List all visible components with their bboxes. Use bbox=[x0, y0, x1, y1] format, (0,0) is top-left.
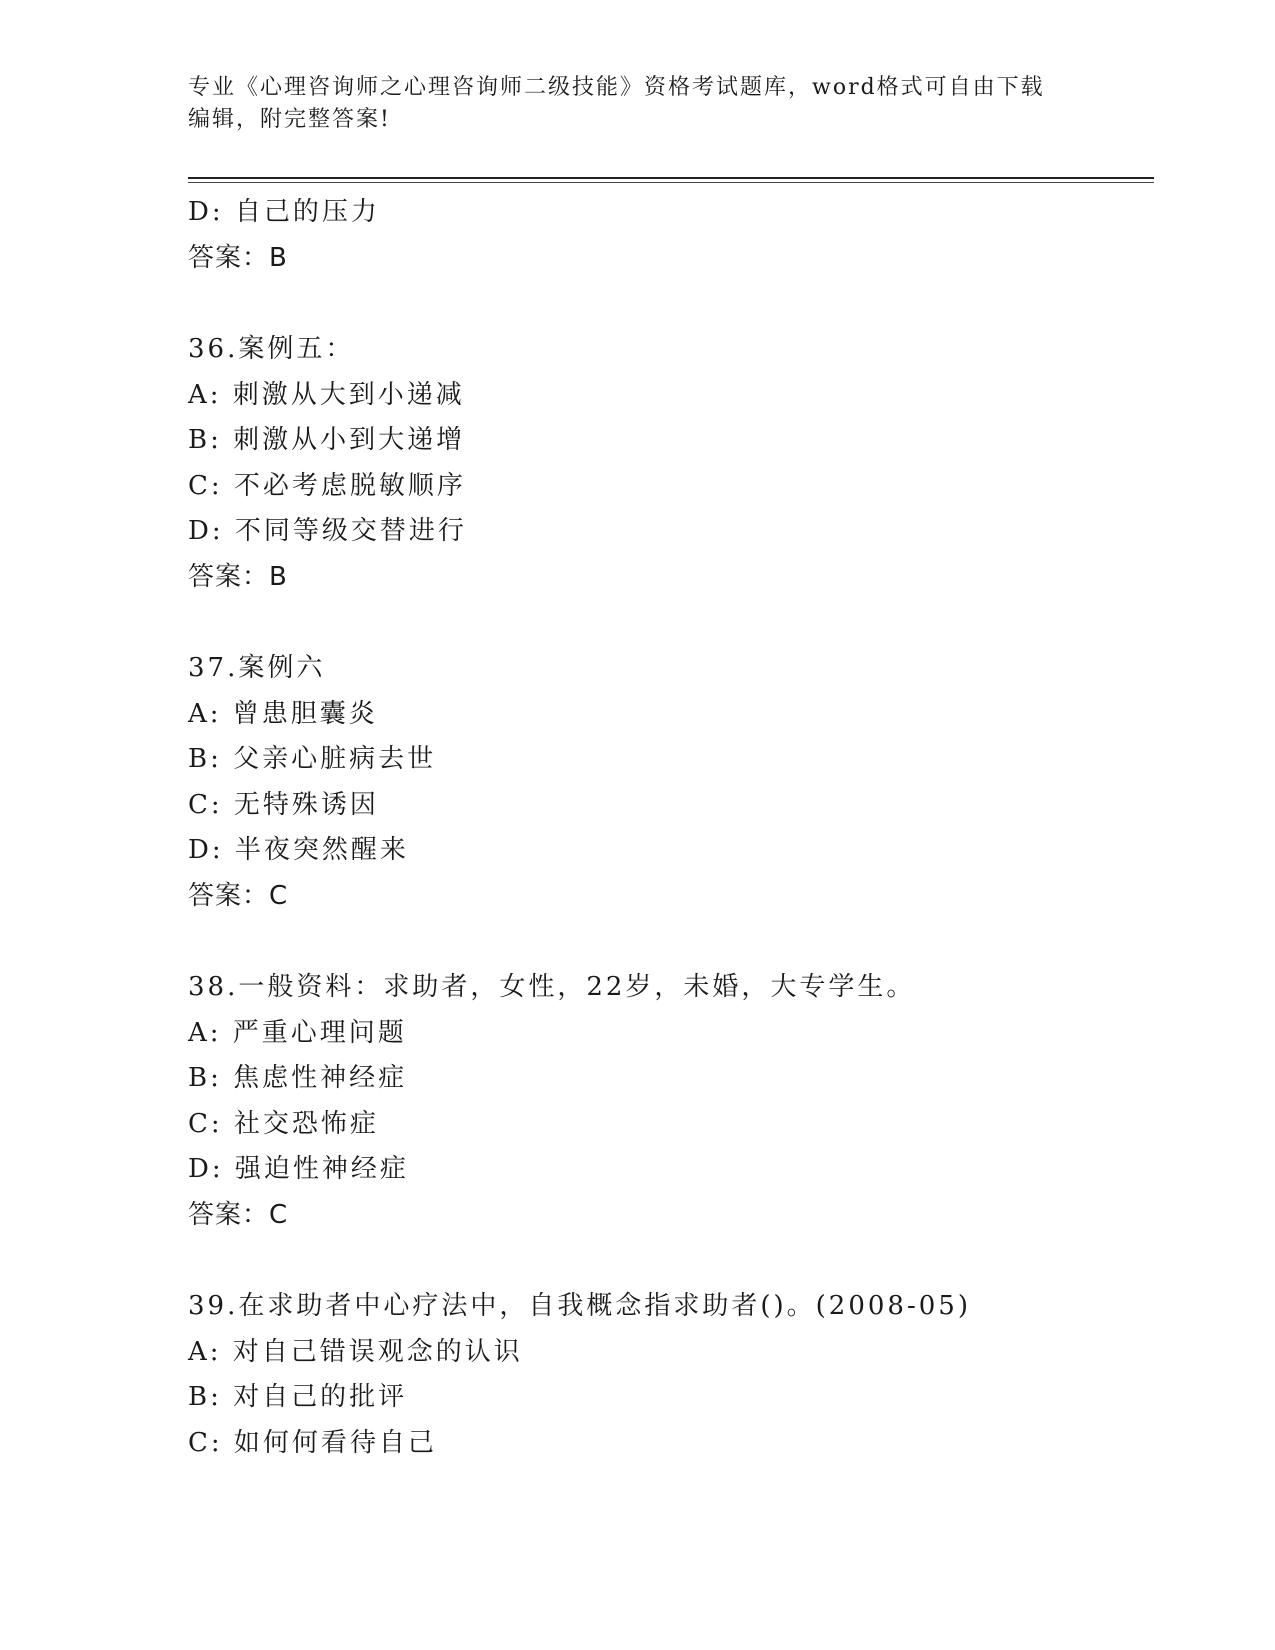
question-stem: 36.案例五： bbox=[188, 334, 355, 364]
answer-line: 答案：C bbox=[188, 1199, 289, 1230]
option-b: B: 对自己的批评 bbox=[188, 1382, 408, 1412]
option-b: B: 焦虑性神经症 bbox=[188, 1063, 408, 1093]
option-c: C: 无特殊诱因 bbox=[188, 789, 379, 820]
option-b: B: 父亲心脏病去世 bbox=[188, 744, 437, 774]
option-d: D: 强迫性神经症 bbox=[188, 1154, 409, 1184]
option-c: C: 如何何看待自己 bbox=[188, 1427, 437, 1458]
option-d: D: 半夜突然醒来 bbox=[188, 835, 409, 865]
answer-line: 答案：B bbox=[188, 561, 288, 592]
option-c: C: 社交恐怖症 bbox=[188, 1108, 379, 1139]
option-a: A: 曾患胆囊炎 bbox=[188, 698, 378, 729]
option-a: A: 严重心理问题 bbox=[188, 1017, 407, 1048]
option-b: B: 刺激从小到大递增 bbox=[188, 425, 466, 455]
header-divider-thick bbox=[188, 177, 1154, 179]
option-d: D: 不同等级交替进行 bbox=[188, 516, 467, 546]
question-stem: 38.一般资料：求助者，女性，22岁，未婚，大专学生。 bbox=[188, 972, 916, 1002]
answer-line: 答案：C bbox=[188, 880, 289, 911]
header-line-2: 编辑，附完整答案! bbox=[188, 107, 391, 132]
option-a: A: 刺激从大到小递减 bbox=[188, 379, 465, 410]
option-c: C: 不必考虑脱敏顺序 bbox=[188, 470, 466, 501]
header-line-1: 专业《心理咨询师之心理咨询师二级技能》资格考试题库，word格式可自由下载 bbox=[188, 75, 1045, 100]
answer-line: 答案：B bbox=[188, 242, 288, 273]
question-stem: 37.案例六 bbox=[188, 653, 326, 683]
document-header bbox=[188, 72, 1088, 136]
option-a: A: 对自己错误观念的认识 bbox=[188, 1336, 523, 1367]
option-d: D: 自己的压力 bbox=[188, 197, 380, 227]
question-list bbox=[188, 190, 1148, 1466]
question-stem: 39.在求助者中心疗法中，自我概念指求助者()。(2008-05) bbox=[188, 1291, 971, 1321]
header-divider-thin bbox=[188, 182, 1154, 183]
